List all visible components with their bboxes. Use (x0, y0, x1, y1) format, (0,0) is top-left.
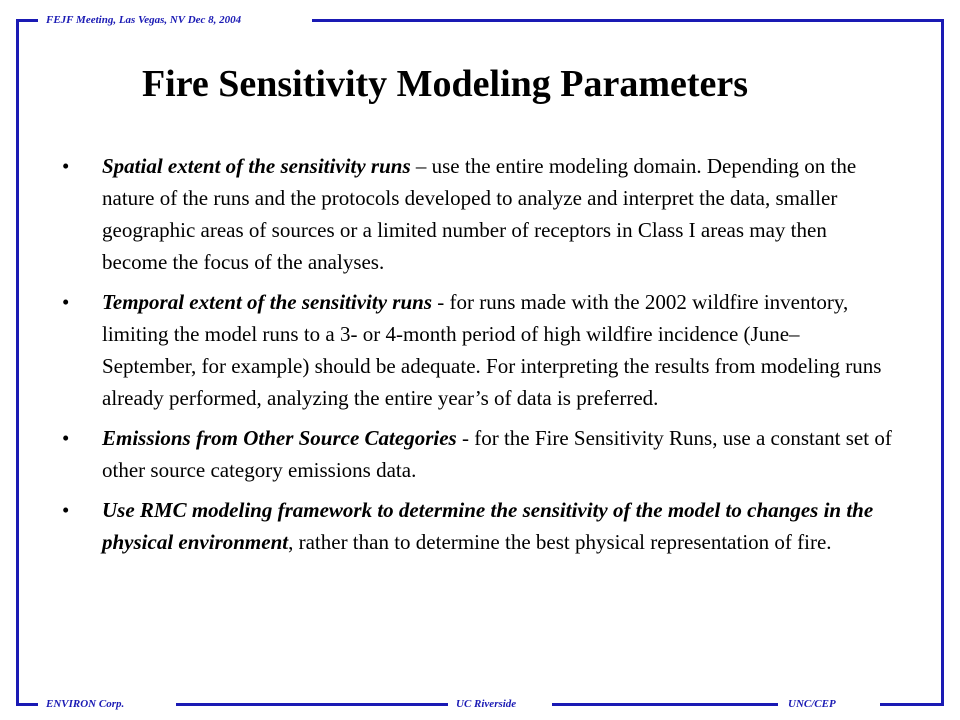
bullet-item-spatial-extent (62, 150, 892, 278)
frame-bottom-right-segment (880, 703, 944, 706)
bullet-item-temporal-extent (62, 286, 892, 414)
bullet-text: , rather than to determine the best physical representation of fire. (288, 530, 832, 554)
bullet-lead: Emissions from Other Source Categories (102, 426, 457, 450)
bullet-list (62, 150, 892, 566)
bullet-lead: Spatial extent of the sensitivity runs (102, 154, 411, 178)
frame-right-border (941, 19, 944, 706)
footer-left-label: ENVIRON Corp. (46, 698, 125, 710)
footer-right-label: UNC/CEP (788, 698, 836, 710)
frame-bottom-mid-left-segment (176, 703, 448, 706)
frame-left-border (16, 19, 19, 706)
bullet-text: – use the entire modeling domain. Depending on the nature of the runs and the protocols developed to analyze and interpret the data, smaller geographic areas of sources or a limited number of receptors in Class I areas may then become the focus of the analyses. (102, 154, 857, 274)
bullet-item-other-emissions (62, 422, 892, 486)
frame-bottom-left-segment (16, 703, 38, 706)
slide-title: Fire Sensitivity Modeling Parameters (141, 63, 749, 105)
bullet-text: - for runs made with the 2002 wildfire inventory, limiting the model runs to a 3- or 4-month period of high wildfire incidence (June–September, for example) should be adequate. For interpreting the results from modeling runs already performed, analyzing the entire year’s of data is preferred. (102, 290, 882, 410)
footer-center-label: UC Riverside (456, 698, 517, 710)
frame-top-left-segment (16, 19, 38, 22)
frame-top-right-segment (312, 19, 944, 22)
bullet-dot-icon: • (62, 426, 70, 450)
meeting-label: FEJF Meeting, Las Vegas, NV Dec 8, 2004 (46, 14, 242, 26)
frame-bottom-mid-right-segment (552, 703, 778, 706)
bullet-lead: Temporal extent of the sensitivity runs (102, 290, 432, 314)
bullet-dot-icon: • (62, 498, 70, 522)
bullet-item-rmc-framework (62, 494, 892, 558)
bullet-lead: Use RMC modeling framework to determine the sensitivity of the model to changes in the physical environment (102, 498, 874, 554)
bullet-dot-icon: • (62, 290, 70, 314)
bullet-text: - for the Fire Sensitivity Runs, use a constant set of other source category emissions data. (102, 426, 892, 482)
bullet-dot-icon: • (62, 154, 70, 178)
